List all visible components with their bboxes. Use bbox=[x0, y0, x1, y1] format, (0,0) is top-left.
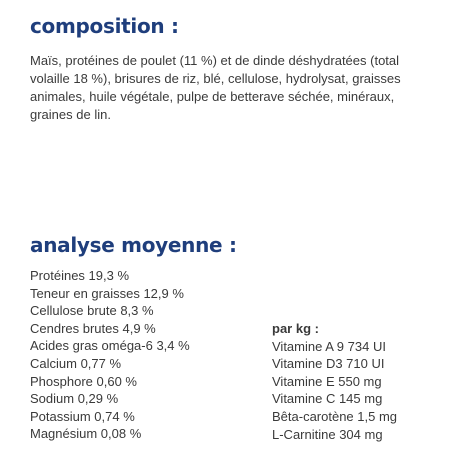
analysis-list bbox=[30, 267, 190, 443]
analysis-item-proteins: Protéines 19,3 % bbox=[30, 268, 130, 283]
analysis-item-potassium: Potassium 0,74 % bbox=[30, 408, 135, 424]
analysis-item-sodium: Sodium 0,29 % bbox=[30, 391, 119, 407]
analysis-item-fiber: Cellulose brute 8,3 % bbox=[30, 303, 154, 319]
vitamin-list bbox=[272, 320, 397, 443]
vitamin-item-e: Vitamine E 550 mg bbox=[272, 373, 382, 389]
analysis-item-phosphorus: Phosphore 0,60 % bbox=[30, 373, 137, 389]
analysis-item-omega6: Acides gras oméga-6 3,4 % bbox=[30, 338, 190, 354]
composition-heading: composition : bbox=[30, 14, 179, 38]
vitamin-item-a: Vitamine A 9 734 UI bbox=[272, 338, 386, 354]
analysis-item-ash: Cendres brutes 4,9 % bbox=[30, 320, 156, 336]
vitamin-item-l-carnitine: L-Carnitine 304 mg bbox=[272, 426, 383, 442]
composition-text: Maïs, protéines de poulet (11 %) et de dinde déshydratées (total volaille 18 %), brisures de riz, blé, cellulose, hydrolysat, graisses animales, huile végétale, pulpe de betterave séchée, minéraux, graines de lin. bbox=[30, 53, 401, 122]
vitamin-list-title: par kg : bbox=[272, 321, 319, 336]
analysis-heading: analyse moyenne : bbox=[30, 233, 237, 257]
vitamin-item-c: Vitamine C 145 mg bbox=[272, 391, 383, 407]
analysis-item-fat: Teneur en graisses 12,9 % bbox=[30, 285, 184, 301]
analysis-item-calcium: Calcium 0,77 % bbox=[30, 355, 122, 371]
analysis-item-magnesium: Magnésium 0,08 % bbox=[30, 426, 142, 442]
vitamin-item-beta-carotene: Bêta-carotène 1,5 mg bbox=[272, 408, 398, 424]
vitamin-item-d3: Vitamine D3 710 UI bbox=[272, 356, 385, 372]
